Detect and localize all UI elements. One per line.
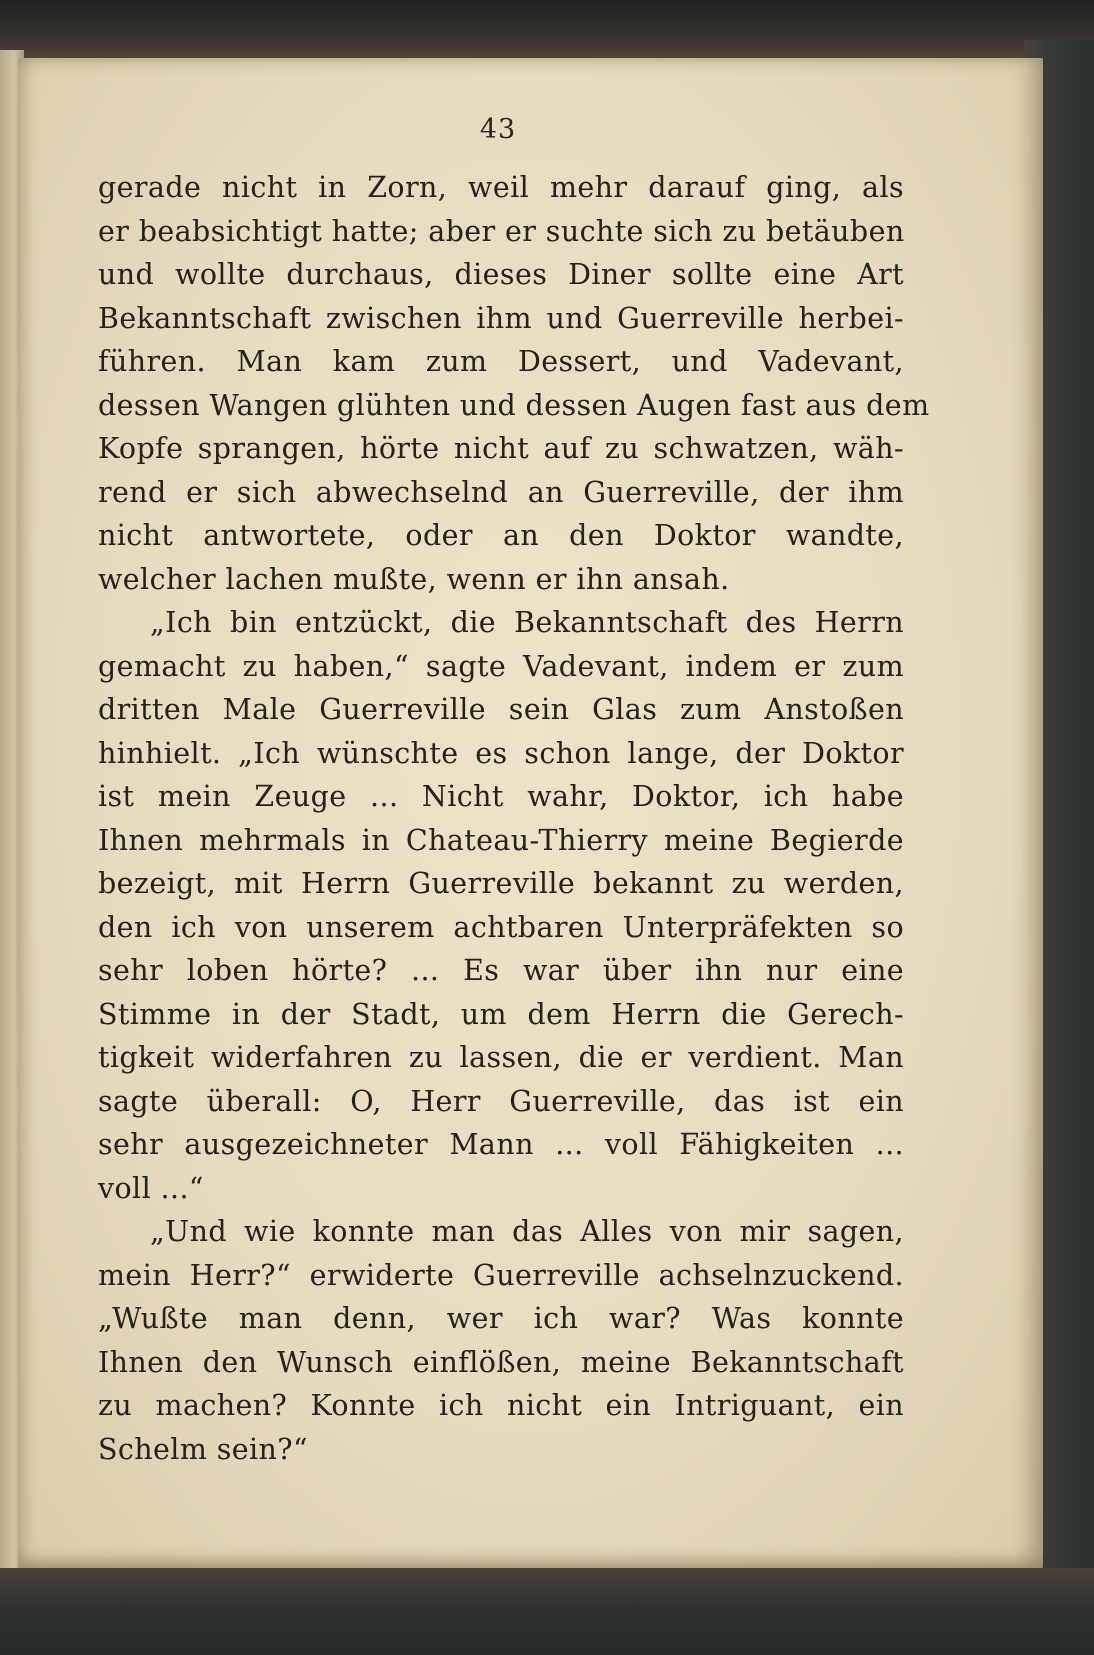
- text-line: Ihnen den Wunsch einflößen, meine Bekanntschaft: [98, 1345, 904, 1379]
- text-line: sagte überall: O, Herr Guerreville, das ist ein: [98, 1084, 904, 1118]
- text-line: dritten Male Guerreville sein Glas zum Anstoßen: [98, 693, 904, 726]
- text-line: „Wußte man denn, wer ich war? Was konnte: [98, 1302, 904, 1335]
- text-line: führen. Man kam zum Dessert, und Vadevant,: [98, 345, 904, 378]
- text-line: er beabsichtigt hatte; aber er suchte sich zu betäuben: [98, 214, 905, 248]
- text-line: hinhielt. „Ich wünschte es schon lange, der Doktor: [98, 736, 904, 770]
- text-line: Stimme in der Stadt, um dem Herrn die Gerech-: [98, 997, 904, 1031]
- book-cover-bottom: [0, 1568, 1094, 1655]
- text-line: Ihnen mehrmals in Chateau-Thierry meine Begierde: [98, 823, 904, 857]
- text-line: sehr loben hörte? ... Es war über ihn nur eine: [98, 954, 904, 987]
- text-line: gerade nicht in Zorn, weil mehr darauf ging, als: [98, 171, 904, 204]
- text-line: dessen Wangen glühten und dessen Augen fast aus dem: [98, 388, 930, 422]
- text-line: Schelm sein?“: [98, 1432, 308, 1466]
- text-line: bezeigt, mit Herrn Guerreville bekannt zu werden,: [98, 867, 904, 900]
- book-page: [18, 58, 1043, 1568]
- text-line: welcher lachen mußte, wenn er ihn ansah.: [98, 562, 730, 596]
- text-line: und wollte durchaus, dieses Diner sollte eine Art: [98, 258, 904, 291]
- text-line: mein Herr?“ erwiderte Guerreville achselnzuckend.: [98, 1258, 904, 1292]
- text-line: voll ...“: [98, 1171, 204, 1205]
- text-line: sehr ausgezeichneter Mann ... voll Fähigkeiten ...: [98, 1128, 904, 1161]
- text-line: Kopfe sprangen, hörte nicht auf zu schwatzen, wäh-: [98, 432, 904, 465]
- text-line: tigkeit widerfahren zu lassen, die er verdient. Man: [98, 1041, 904, 1074]
- body-text: [98, 166, 930, 1471]
- book-cover-top: [0, 0, 1094, 62]
- text-line: „Und wie konnte man das Alles von mir sagen,: [150, 1215, 904, 1248]
- text-line: Bekanntschaft zwischen ihm und Guerreville herbei-: [98, 301, 904, 335]
- text-line: den ich von unserem achtbaren Unterpräfekten so: [98, 910, 904, 944]
- text-line: „Ich bin entzückt, die Bekanntschaft des Herrn: [150, 606, 904, 639]
- text-line: ist mein Zeuge ... Nicht wahr, Doktor, ich habe: [98, 780, 904, 813]
- text-line: zu machen? Konnte ich nicht ein Intriguant, ein: [98, 1389, 904, 1422]
- text-line: gemacht zu haben,“ sagte Vadevant, indem er zum: [98, 649, 904, 683]
- page-number: 43: [479, 114, 517, 145]
- text-line: rend er sich abwechselnd an Guerreville, der ihm: [98, 475, 904, 509]
- text-line: nicht antwortete, oder an den Doktor wandte,: [98, 519, 904, 552]
